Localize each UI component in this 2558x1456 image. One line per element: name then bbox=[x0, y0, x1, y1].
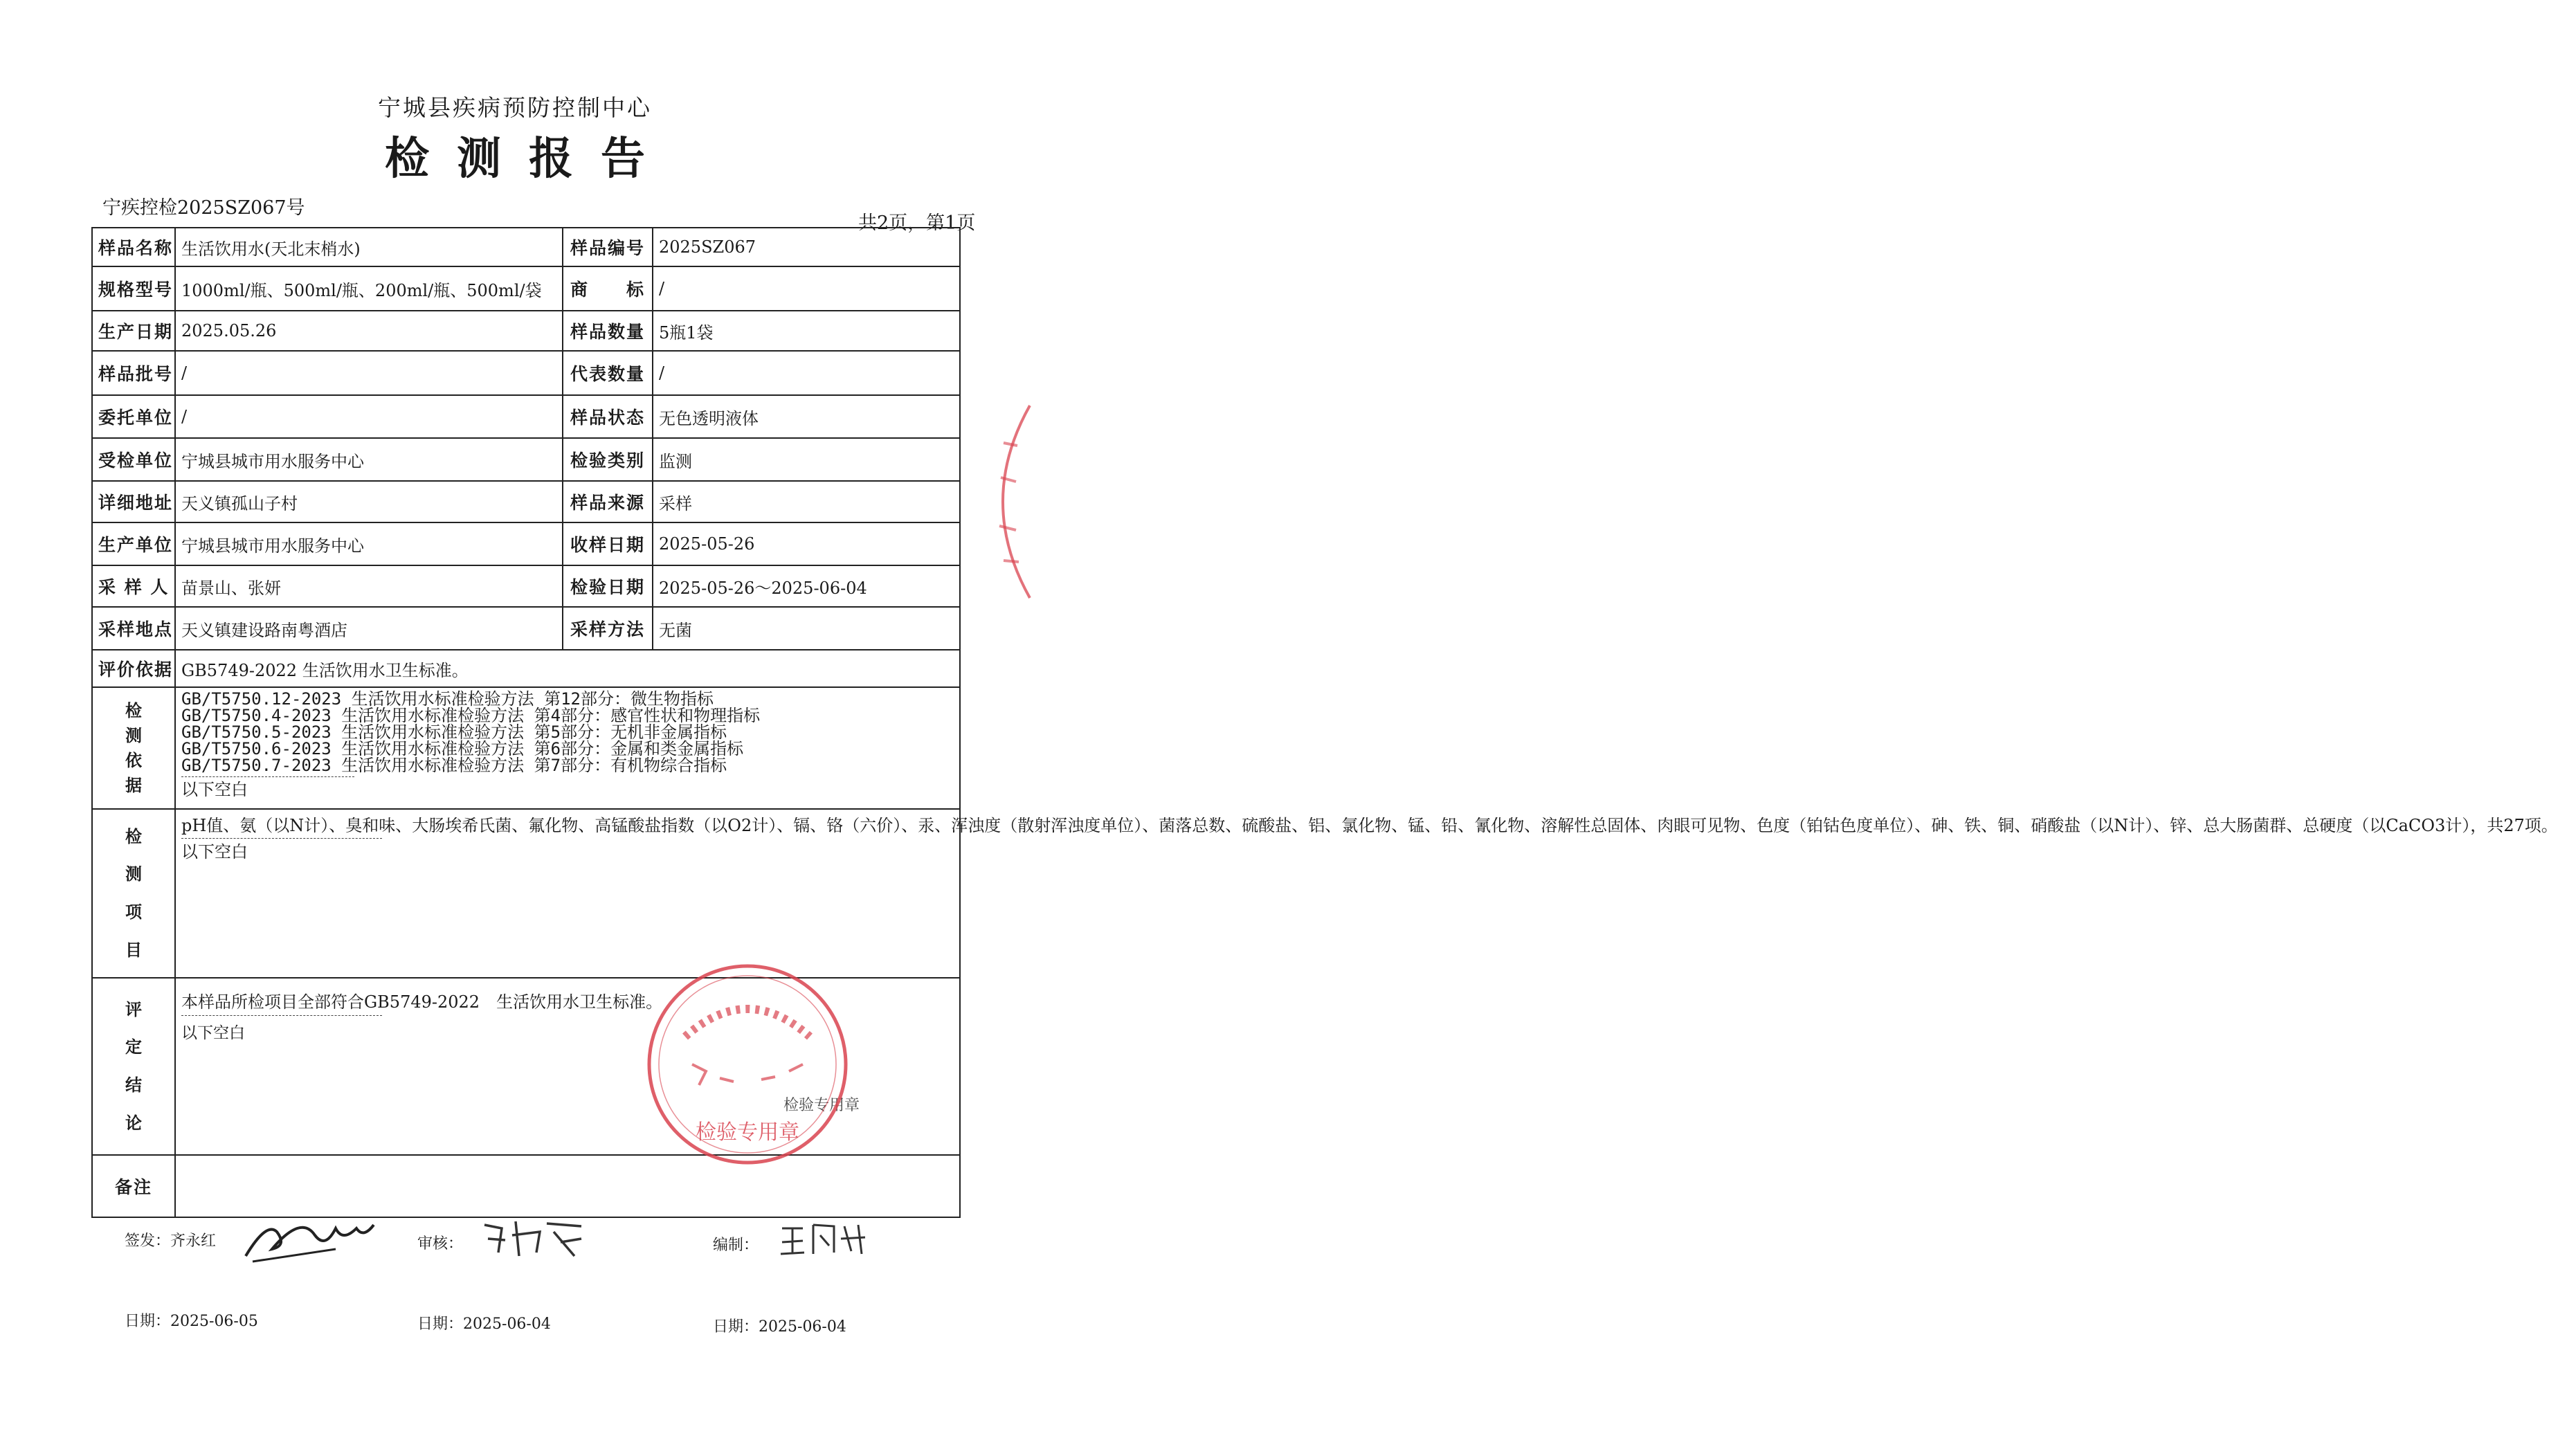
issue-signature bbox=[125, 1229, 216, 1250]
date-value: 2025-06-04 bbox=[759, 1318, 846, 1336]
table-row bbox=[92, 809, 960, 978]
report-title: 检测报告 bbox=[385, 133, 673, 185]
label-address: 详细地址 bbox=[92, 481, 175, 522]
table-row bbox=[92, 438, 960, 481]
label-inspected: 受检单位 bbox=[92, 438, 175, 481]
dashed-divider bbox=[181, 776, 354, 777]
value-sample-method: 无菌 bbox=[653, 607, 960, 650]
value-source: 采样 bbox=[653, 481, 960, 522]
review-date bbox=[417, 1312, 551, 1334]
label-char: 定 bbox=[125, 1037, 142, 1057]
dashed-divider bbox=[181, 838, 382, 839]
table-row bbox=[92, 481, 960, 522]
table-row bbox=[92, 228, 960, 266]
value-spec: 1000ml/瓶、500ml/瓶、200ml/瓶、500ml/袋 bbox=[175, 266, 563, 311]
table-row bbox=[92, 607, 960, 650]
page-info: 共2页，第1页 bbox=[858, 212, 976, 234]
value-batch: / bbox=[175, 351, 563, 395]
label-source: 样品来源 bbox=[563, 481, 653, 522]
issue-label: 签发： bbox=[125, 1232, 171, 1250]
handwritten-signature bbox=[239, 1208, 377, 1266]
label-sampler: 采 样 人 bbox=[92, 565, 175, 607]
table-row bbox=[92, 351, 960, 395]
value-basis: GB5749-2022 生活饮用水卫生标准。 bbox=[175, 650, 960, 687]
label-client: 委托单位 bbox=[92, 395, 175, 438]
edge-seal bbox=[983, 401, 1030, 602]
date-value: 2025-06-04 bbox=[463, 1316, 551, 1333]
label-char: 测 bbox=[125, 864, 142, 884]
value-quantity: 5瓶1袋 bbox=[653, 311, 960, 351]
seal-text: 检验专用章 bbox=[696, 1120, 799, 1145]
end-note: 以下空白 bbox=[181, 842, 248, 862]
value-rep-qty: / bbox=[653, 351, 960, 395]
date-label: 日期： bbox=[417, 1316, 464, 1333]
value-prod-date: 2025.05.26 bbox=[175, 311, 563, 351]
label-basis: 评价依据 bbox=[92, 650, 175, 687]
label-category: 检验类别 bbox=[563, 438, 653, 481]
label-char: 依 bbox=[125, 750, 142, 770]
date-value: 2025-06-05 bbox=[170, 1313, 258, 1330]
label-char: 评 bbox=[125, 999, 142, 1019]
value-test-date: 2025-05-26～2025-06-04 bbox=[653, 565, 960, 607]
label-char: 检 bbox=[125, 826, 142, 846]
test-basis-methods bbox=[175, 687, 960, 809]
label-char: 项 bbox=[125, 902, 142, 922]
value-sampler: 苗景山、张妍 bbox=[175, 565, 563, 607]
label-char: 测 bbox=[125, 725, 142, 745]
value-producer: 宁城县城市用水服务中心 bbox=[175, 522, 563, 565]
stamp-caption: 检验专用章 bbox=[783, 1097, 860, 1114]
label-producer: 生产单位 bbox=[92, 522, 175, 565]
label-sample-name: 样品名称 bbox=[92, 228, 175, 266]
label-char: 据 bbox=[125, 775, 142, 795]
dashed-divider bbox=[181, 1015, 382, 1016]
review-signature: 审核： bbox=[417, 1235, 464, 1253]
value-client: / bbox=[175, 395, 563, 438]
method-line: GB/T5750.7-2023 生活饮用水标准检验方法 第7部分：有机物综合指标 bbox=[181, 756, 727, 775]
test-items-content bbox=[175, 809, 2558, 978]
value-state: 无色透明液体 bbox=[653, 395, 960, 438]
label-quantity: 样品数量 bbox=[563, 311, 653, 351]
organization-name: 宁城县疾病预防控制中心 bbox=[378, 94, 652, 121]
table-row bbox=[92, 650, 960, 687]
label-sample-method: 采样方法 bbox=[563, 607, 653, 650]
value-sample-name: 生活饮用水(天北末梢水) bbox=[175, 228, 563, 266]
table-row bbox=[92, 687, 960, 809]
label-state: 样品状态 bbox=[563, 395, 653, 438]
test-items-label bbox=[92, 809, 175, 978]
conclusion-text: 本样品所检项目全部符合GB5749-2022 生活饮用水卫生标准。 bbox=[181, 992, 663, 1012]
test-items-text: pH值、氨（以N计）、臭和味、大肠埃希氏菌、氟化物、高锰酸盐指数（以O2计）、镉、铬（六价）、汞、浑浊度（散射浑浊度单位）、菌落总数、硫酸盐、铝、氯化物、锰、铅、氰化物、溶解性总固体、肉眼可见物、色度（铂钴色度单位）、砷、铁、铜、硝酸盐（以N计）、锌、总大肠菌群、总硬度（以CaCO3计），共27项。 bbox=[181, 816, 2558, 835]
table-row bbox=[92, 395, 960, 438]
label-spec: 规格型号 bbox=[92, 266, 175, 311]
compile-date bbox=[713, 1315, 846, 1336]
label-sample-no: 样品编号 bbox=[563, 228, 653, 266]
label-prod-date: 生产日期 bbox=[92, 311, 175, 351]
method-line: GB/T5750.4-2023 生活饮用水标准检验方法 第4部分：感官性状和物理指标 bbox=[181, 706, 761, 725]
conclusion-label bbox=[92, 978, 175, 1155]
table-row bbox=[92, 565, 960, 607]
value-brand: / bbox=[653, 266, 960, 311]
label-remarks: 备注 bbox=[92, 1155, 175, 1217]
date-label: 日期： bbox=[125, 1313, 171, 1330]
value-recv-date: 2025-05-26 bbox=[653, 522, 960, 565]
label-char: 目 bbox=[125, 939, 142, 960]
issue-name: 齐永红 bbox=[170, 1232, 217, 1250]
label-char: 结 bbox=[125, 1075, 142, 1095]
label-char: 论 bbox=[125, 1112, 142, 1133]
value-sample-place: 天义镇建设路南粤酒店 bbox=[175, 607, 563, 650]
compile-signature: 编制： bbox=[713, 1237, 759, 1254]
value-inspected: 宁城县城市用水服务中心 bbox=[175, 438, 563, 481]
document-number: 宁疾控检2025SZ067号 bbox=[102, 197, 305, 219]
value-address: 天义镇孤山子村 bbox=[175, 481, 563, 522]
table-row bbox=[92, 311, 960, 351]
label-sample-place: 采样地点 bbox=[92, 607, 175, 650]
label-test-date: 检验日期 bbox=[563, 565, 653, 607]
date-label: 日期： bbox=[713, 1318, 759, 1336]
label-rep-qty: 代表数量 bbox=[563, 351, 653, 395]
end-note: 以下空白 bbox=[181, 1024, 245, 1042]
test-basis-label bbox=[92, 687, 175, 809]
label-brand: 商 标 bbox=[563, 266, 653, 311]
end-note: 以下空白 bbox=[181, 780, 248, 799]
handwritten-signature bbox=[775, 1218, 879, 1259]
method-line: GB/T5750.5-2023 生活饮用水标准检验方法 第5部分：无机非金属指标 bbox=[181, 722, 727, 742]
label-batch: 样品批号 bbox=[92, 351, 175, 395]
value-category: 监测 bbox=[653, 438, 960, 481]
handwritten-signature bbox=[478, 1211, 588, 1266]
official-seal bbox=[644, 961, 851, 1168]
value-sample-no: 2025SZ067 bbox=[653, 228, 960, 266]
method-line: GB/T5750.12-2023 生活饮用水标准检验方法 第12部分：微生物指标 bbox=[181, 689, 714, 709]
method-line: GB/T5750.6-2023 生活饮用水标准检验方法 第6部分：金属和类金属指标 bbox=[181, 739, 744, 758]
label-char: 检 bbox=[125, 700, 142, 720]
issue-date bbox=[125, 1309, 258, 1331]
table-row bbox=[92, 266, 960, 311]
label-recv-date: 收样日期 bbox=[563, 522, 653, 565]
table-row bbox=[92, 522, 960, 565]
